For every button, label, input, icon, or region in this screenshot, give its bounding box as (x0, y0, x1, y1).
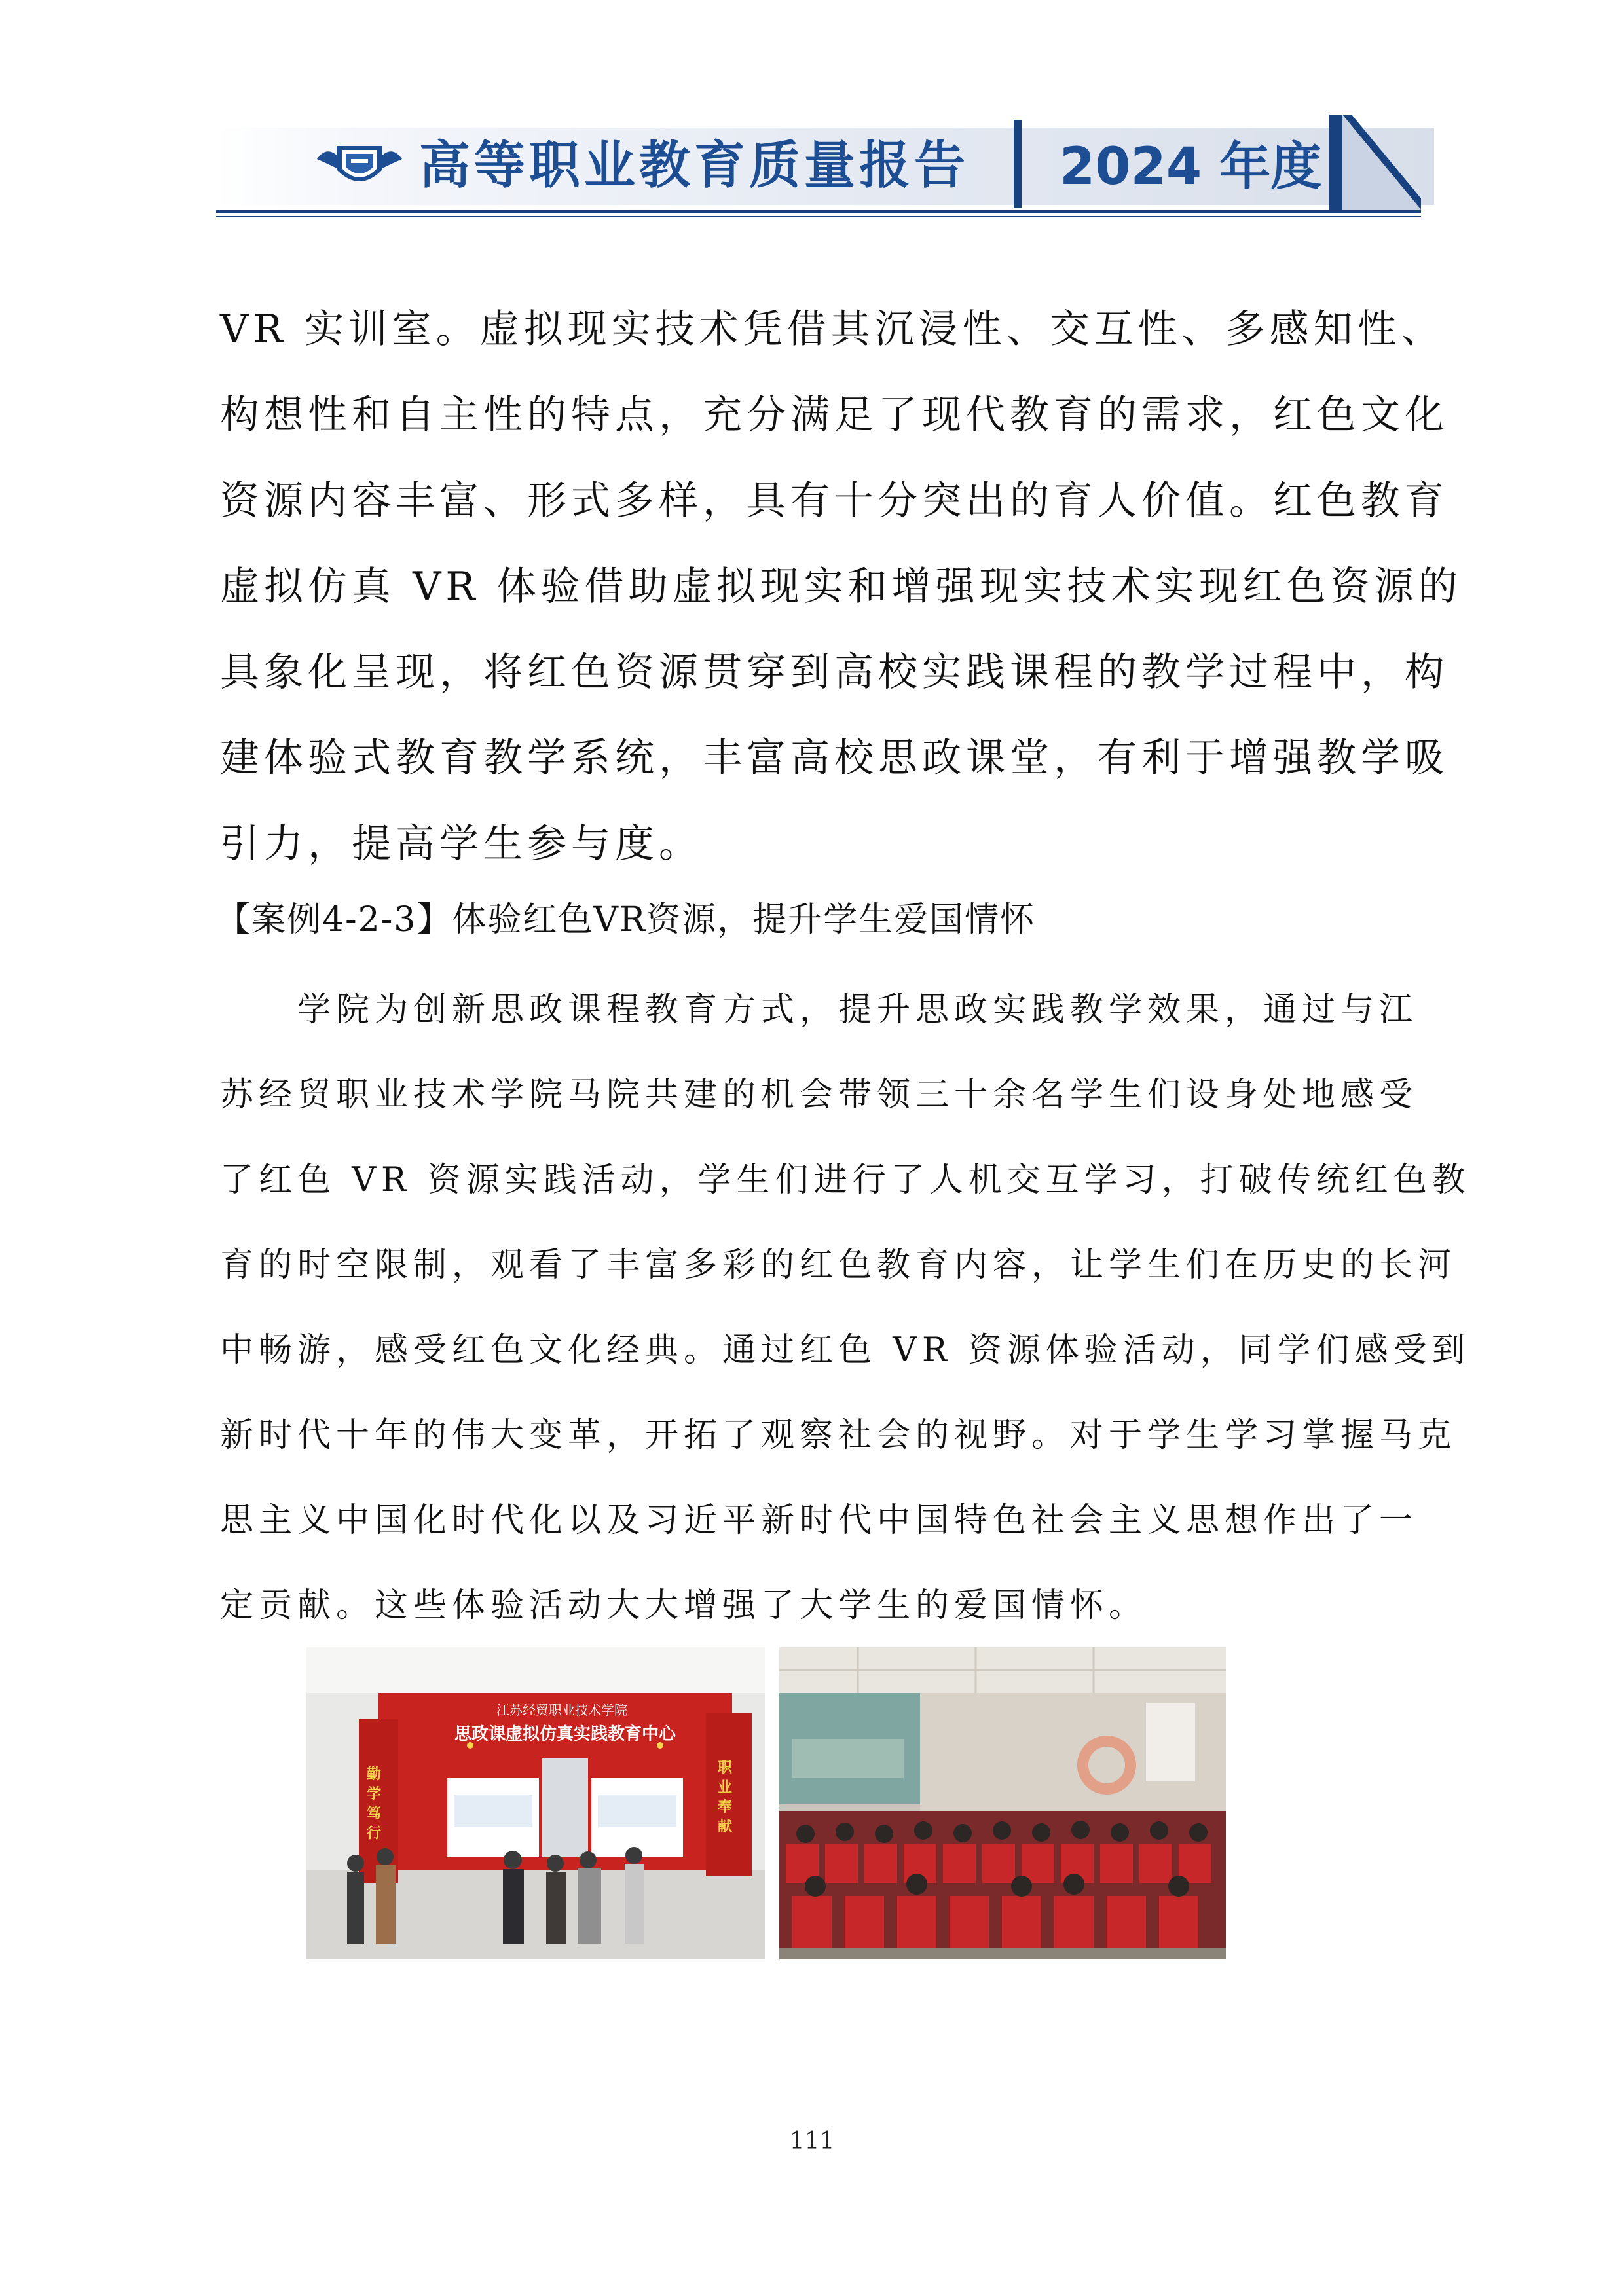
paragraph-line: 虚拟仿真 VR 体验借助虚拟现实和增强现实技术实现红色资源的 (220, 564, 1462, 610)
case-title: 【案例4-2-3】体验红色VR资源，提升学生爱国情怀 (216, 900, 1036, 939)
paragraph-line: 学院为创新思政课程教育方式，提升思政实践教学效果，通过与江 (220, 991, 1418, 1029)
paragraph-line: 构想性和自主性的特点，充分满足了现代教育的需求，红色文化 (220, 392, 1449, 438)
page-number: 111 (789, 2128, 835, 2155)
header-title: 高等职业教育质量报告 (419, 136, 970, 195)
intro-paragraph (220, 287, 1462, 887)
school-logo-icon (314, 139, 405, 193)
paragraph-line: 思主义中国化时代化以及习近平新时代中国特色社会主义思想作出了一 (220, 1501, 1418, 1540)
paragraph-line: 定贡献。这些体验活动大大增强了大学生的爱国情怀。 (220, 1586, 1148, 1625)
header-rule-thin (216, 216, 1421, 217)
paragraph-line: 苏经贸职业技术学院马院共建的机会带领三十余名学生们设身处地感受 (220, 1076, 1418, 1114)
paragraph-line: 中畅游，感受红色文化经典。通过红色 VR 资源体验活动，同学们感受到 (220, 1331, 1471, 1370)
case-paragraph (220, 968, 1471, 1649)
photo-college-name: 江苏经贸职业技术学院 (496, 1702, 627, 1718)
paragraph-line: 了红色 VR 资源实践活动，学生们进行了人机交互学习，打破传统红色教 (220, 1161, 1471, 1199)
photo-slogan-left: 勤学笃行 (367, 1766, 382, 1842)
paragraph-line: 育的时空限制，观看了丰富多彩的红色教育内容，让学生们在历史的长河 (220, 1246, 1457, 1285)
paragraph-line: VR 实训室。虚拟现实技术凭借其沉浸性、交互性、多感知性、 (220, 306, 1445, 352)
photo-center-name: 思政课虚拟仿真实践教育中心 (454, 1724, 676, 1744)
paragraph-line: 资源内容丰富、形式多样，具有十分突出的育人价值。红色教育 (220, 478, 1449, 524)
paragraph-line: 引力，提高学生参与度。 (220, 821, 703, 867)
header-year: 2024 年度 (1060, 137, 1322, 196)
photo-lecture-hall (779, 1647, 1226, 1959)
paragraph-line: 具象化呈现，将红色资源贯穿到高校实践课程的教学过程中，构 (220, 649, 1449, 695)
photo-slogan-right: 职业奉献 (718, 1760, 733, 1835)
report-header (216, 115, 1421, 213)
header-separator (1014, 120, 1022, 208)
header-rule (216, 210, 1421, 213)
header-corner-decoration (1329, 115, 1421, 210)
paragraph-line: 新时代十年的伟大变革，开拓了观察社会的视野。对于学生学习掌握马克 (220, 1416, 1457, 1455)
photo-vr-center-entrance (306, 1647, 765, 1959)
paragraph-line: 建体验式教育教学系统，丰富高校思政课堂，有利于增强教学吸 (220, 735, 1449, 781)
